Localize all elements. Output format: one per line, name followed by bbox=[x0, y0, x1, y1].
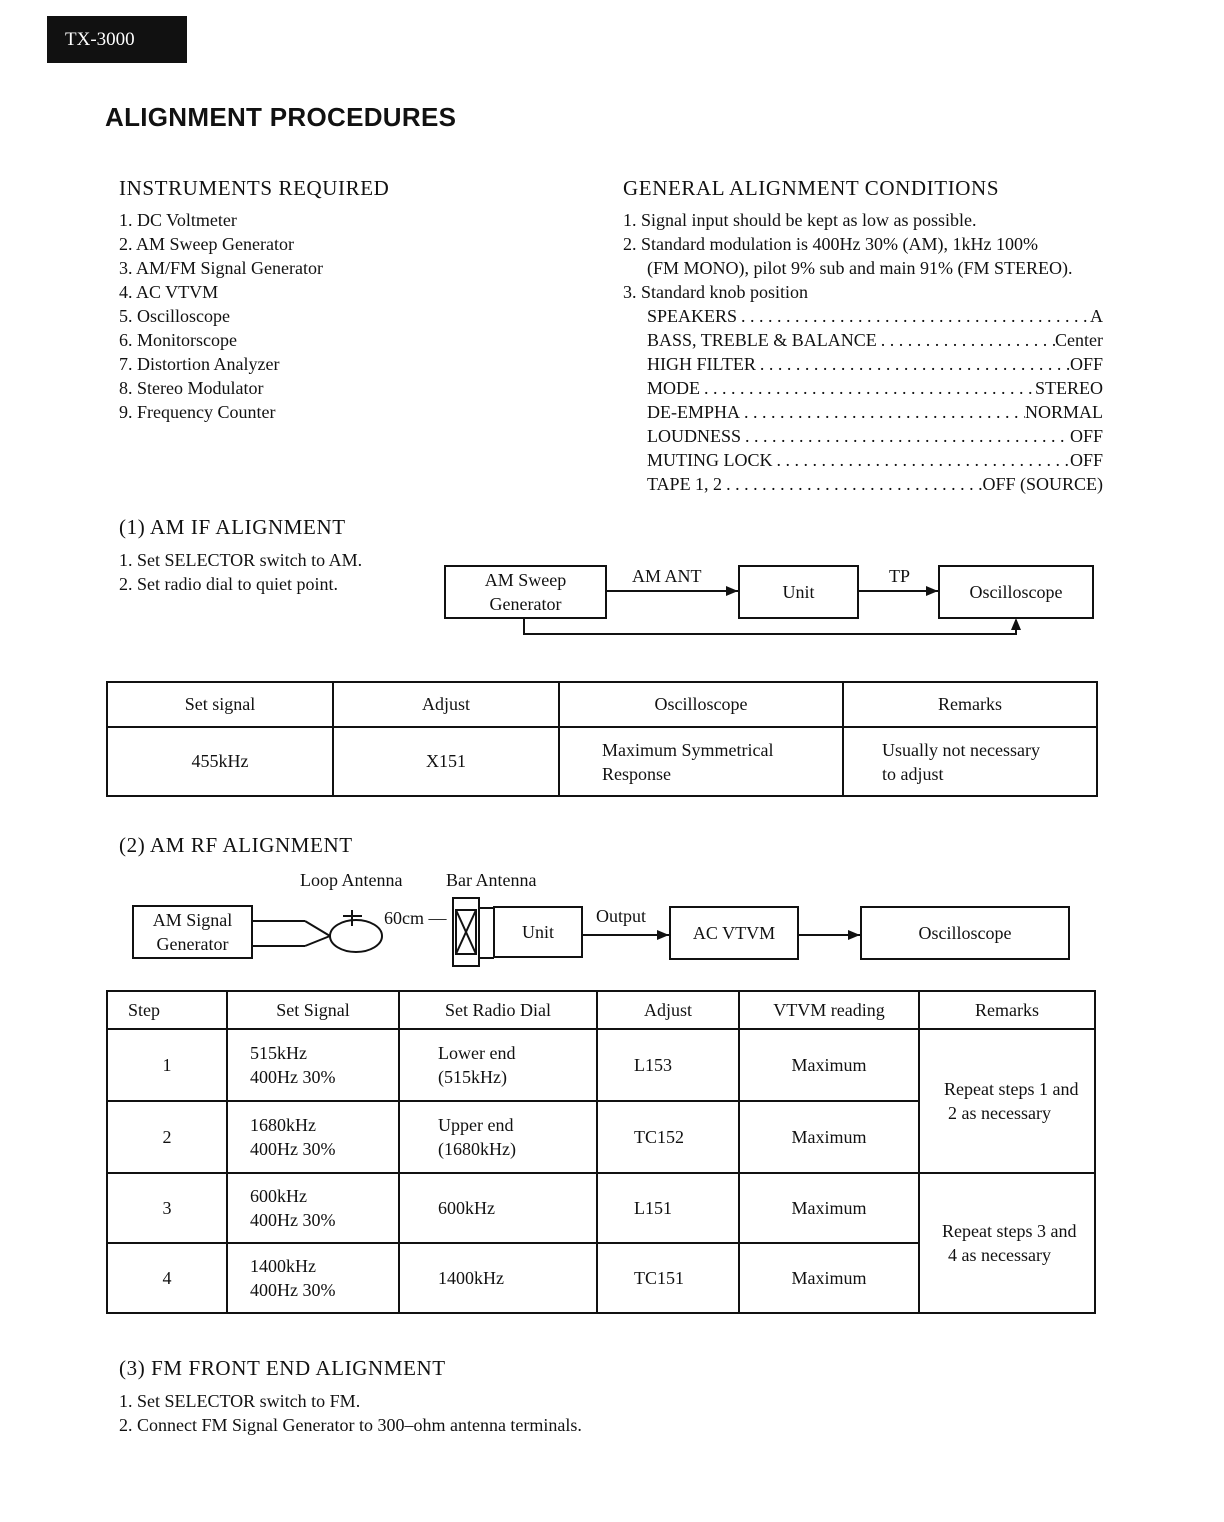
knob-value: OFF bbox=[1069, 354, 1103, 374]
table-header: VTVM reading bbox=[739, 991, 919, 1029]
knob-name: MUTING LOCK bbox=[647, 450, 773, 470]
cell-signal bbox=[227, 1243, 399, 1313]
oscilloscope-box bbox=[860, 906, 1070, 960]
cell-remarks bbox=[919, 1173, 1095, 1313]
knob-name: LOUDNESS bbox=[647, 426, 742, 446]
am-rf-heading: (2) AM RF ALIGNMENT bbox=[119, 833, 353, 857]
cell-step: 2 bbox=[107, 1101, 227, 1173]
table-header: Set Signal bbox=[227, 991, 399, 1029]
fm-front-steps bbox=[119, 1389, 582, 1437]
knob-name: MODE bbox=[647, 378, 700, 398]
cell-line: Repeat steps 1 and bbox=[944, 1079, 1079, 1099]
step-item: 1. Set SELECTOR switch to AM. bbox=[119, 550, 363, 570]
knob-value: Center bbox=[1055, 330, 1103, 350]
box-label: Unit bbox=[782, 582, 815, 602]
cell-adjust: L151 bbox=[597, 1173, 739, 1243]
instrument-item: 5. Oscilloscope bbox=[119, 306, 230, 326]
instrument-item: 1. DC Voltmeter bbox=[119, 210, 237, 230]
knob-name: SPEAKERS bbox=[647, 306, 738, 326]
table-header: Adjust bbox=[333, 682, 559, 727]
cell-reading: Maximum bbox=[739, 1101, 919, 1173]
knob-value: A bbox=[1090, 306, 1103, 326]
unit-box bbox=[738, 565, 859, 619]
cell-line: Upper end bbox=[438, 1115, 514, 1135]
cell-line: 4 as necessary bbox=[948, 1245, 1051, 1265]
cell-line: Lower end bbox=[438, 1043, 516, 1063]
cell-line: 2 as necessary bbox=[948, 1103, 1051, 1123]
condition-line: 1. Signal input should be kept as low as possible. bbox=[623, 210, 977, 230]
loop-antenna-label: Loop Antenna bbox=[300, 870, 403, 890]
step-item: 1. Set SELECTOR switch to FM. bbox=[119, 1391, 361, 1411]
cell-dial: 600kHz bbox=[399, 1173, 597, 1243]
cell-line: 400Hz 30% bbox=[250, 1210, 336, 1230]
cell-step: 1 bbox=[107, 1029, 227, 1101]
cell-signal bbox=[227, 1173, 399, 1243]
cell-adjust: L153 bbox=[597, 1029, 739, 1101]
table-row bbox=[107, 727, 1097, 796]
instruments-heading: INSTRUMENTS REQUIRED bbox=[119, 176, 390, 200]
box-label: Unit bbox=[521, 922, 554, 942]
cell-line: Usually not necessary bbox=[882, 739, 1040, 760]
knob-name: DE-EMPHA bbox=[647, 402, 740, 422]
condition-line: 2. Standard modulation is 400Hz 30% (AM), 1kHz 100% bbox=[623, 234, 1038, 254]
condition-line: (FM MONO), pilot 9% sub and main 91% (FM STEREO). bbox=[647, 258, 1073, 278]
instrument-item: 9. Frequency Counter bbox=[119, 402, 276, 422]
knob-name: HIGH FILTER bbox=[647, 354, 756, 374]
page-title: ALIGNMENT PROCEDURES bbox=[105, 102, 457, 132]
knob-name: BASS, TREBLE & BALANCE bbox=[647, 330, 877, 350]
table-header: Remarks bbox=[843, 682, 1097, 727]
table-header: Step bbox=[107, 991, 227, 1029]
conditions-heading: GENERAL ALIGNMENT CONDITIONS bbox=[623, 176, 1000, 200]
knob-value: STEREO bbox=[1034, 378, 1103, 398]
distance-label: 60cm — bbox=[384, 908, 447, 928]
instrument-item: 6. Monitorscope bbox=[119, 330, 237, 350]
cell-dial bbox=[399, 1029, 597, 1101]
cell-line: 400Hz 30% bbox=[250, 1280, 336, 1300]
box-label: AC VTVM bbox=[692, 923, 776, 943]
box-label: Oscilloscope bbox=[969, 582, 1063, 602]
knob-value: OFF (SOURCE) bbox=[982, 474, 1103, 494]
cell-reading: Maximum bbox=[739, 1243, 919, 1313]
cell-adjust: X151 bbox=[333, 727, 559, 796]
ac-vtvm-box bbox=[669, 906, 799, 960]
cell-adjust: TC152 bbox=[597, 1101, 739, 1173]
instrument-item: 3. AM/FM Signal Generator bbox=[119, 258, 323, 278]
instrument-item: 2. AM Sweep Generator bbox=[119, 234, 294, 254]
fm-front-heading: (3) FM FRONT END ALIGNMENT bbox=[119, 1356, 446, 1380]
cell-line: 515kHz bbox=[250, 1043, 307, 1063]
instrument-item: 4. AC VTVM bbox=[119, 282, 219, 302]
step-item: 2. Set radio dial to quiet point. bbox=[119, 574, 338, 594]
knob-name: TAPE 1, 2 bbox=[647, 474, 723, 494]
am-rf-table bbox=[106, 990, 1096, 1314]
cell-step: 4 bbox=[107, 1243, 227, 1313]
distance-value: 60cm bbox=[384, 908, 424, 928]
knob-value: OFF bbox=[1069, 450, 1103, 470]
cell-dial: 1400kHz bbox=[399, 1243, 597, 1313]
cell-line: 1680kHz bbox=[250, 1115, 316, 1135]
am-if-table bbox=[106, 681, 1098, 797]
cell-line: Repeat steps 3 and bbox=[942, 1221, 1077, 1241]
cell-line: Maximum Symmetrical bbox=[602, 739, 774, 760]
cell-line: 400Hz 30% bbox=[250, 1139, 336, 1159]
bar-antenna-label: Bar Antenna bbox=[446, 870, 537, 890]
am-signal-generator-box bbox=[132, 905, 253, 959]
cell-reading: Maximum bbox=[739, 1029, 919, 1101]
cell-oscilloscope bbox=[559, 727, 843, 796]
table-row bbox=[107, 1029, 1095, 1101]
cell-step: 3 bbox=[107, 1173, 227, 1243]
cell-remarks bbox=[843, 727, 1097, 796]
cell-line: 600kHz bbox=[250, 1186, 307, 1206]
cell-line: (515kHz) bbox=[438, 1067, 507, 1087]
tp-label: TP bbox=[889, 566, 911, 586]
oscilloscope-box bbox=[938, 565, 1094, 619]
box-label: Oscilloscope bbox=[918, 923, 1012, 943]
am-if-heading: (1) AM IF ALIGNMENT bbox=[119, 515, 346, 539]
table-header: Set Radio Dial bbox=[399, 991, 597, 1029]
cell-reading: Maximum bbox=[739, 1173, 919, 1243]
table-row bbox=[107, 1173, 1095, 1243]
box-label: AM Sweep bbox=[484, 570, 567, 590]
cell-signal bbox=[227, 1029, 399, 1101]
step-item: 2. Connect FM Signal Generator to 300–ohm antenna terminals. bbox=[119, 1415, 582, 1435]
cell-adjust: TC151 bbox=[597, 1243, 739, 1313]
cell-line: 1400kHz bbox=[250, 1256, 316, 1276]
condition-line: 3. Standard knob position bbox=[623, 282, 808, 302]
knob-value: NORMAL bbox=[1024, 402, 1103, 422]
cell-signal: 455kHz bbox=[107, 727, 333, 796]
cell-remarks bbox=[919, 1029, 1095, 1173]
box-label: AM Signal bbox=[152, 910, 233, 930]
knob-value: OFF bbox=[1069, 426, 1103, 446]
cell-line: Response bbox=[602, 763, 671, 784]
am-ant-label: AM ANT bbox=[632, 566, 702, 586]
cell-line: (1680kHz) bbox=[438, 1139, 516, 1159]
unit-box bbox=[493, 906, 583, 958]
output-label: Output bbox=[596, 906, 647, 926]
cell-dial bbox=[399, 1101, 597, 1173]
am-sweep-generator-box bbox=[444, 565, 607, 619]
box-label: Generator bbox=[156, 934, 229, 954]
instrument-item: 8. Stereo Modulator bbox=[119, 378, 264, 398]
table-header: Adjust bbox=[597, 991, 739, 1029]
cell-line: 400Hz 30% bbox=[250, 1067, 336, 1087]
cell-line: to adjust bbox=[882, 763, 944, 784]
box-label: Generator bbox=[489, 594, 562, 614]
model-tab: TX-3000 bbox=[47, 16, 187, 63]
instrument-item: 7. Distortion Analyzer bbox=[119, 354, 280, 374]
table-header: Set signal bbox=[107, 682, 333, 727]
cell-signal bbox=[227, 1101, 399, 1173]
table-header: Remarks bbox=[919, 991, 1095, 1029]
table-header: Oscilloscope bbox=[559, 682, 843, 727]
